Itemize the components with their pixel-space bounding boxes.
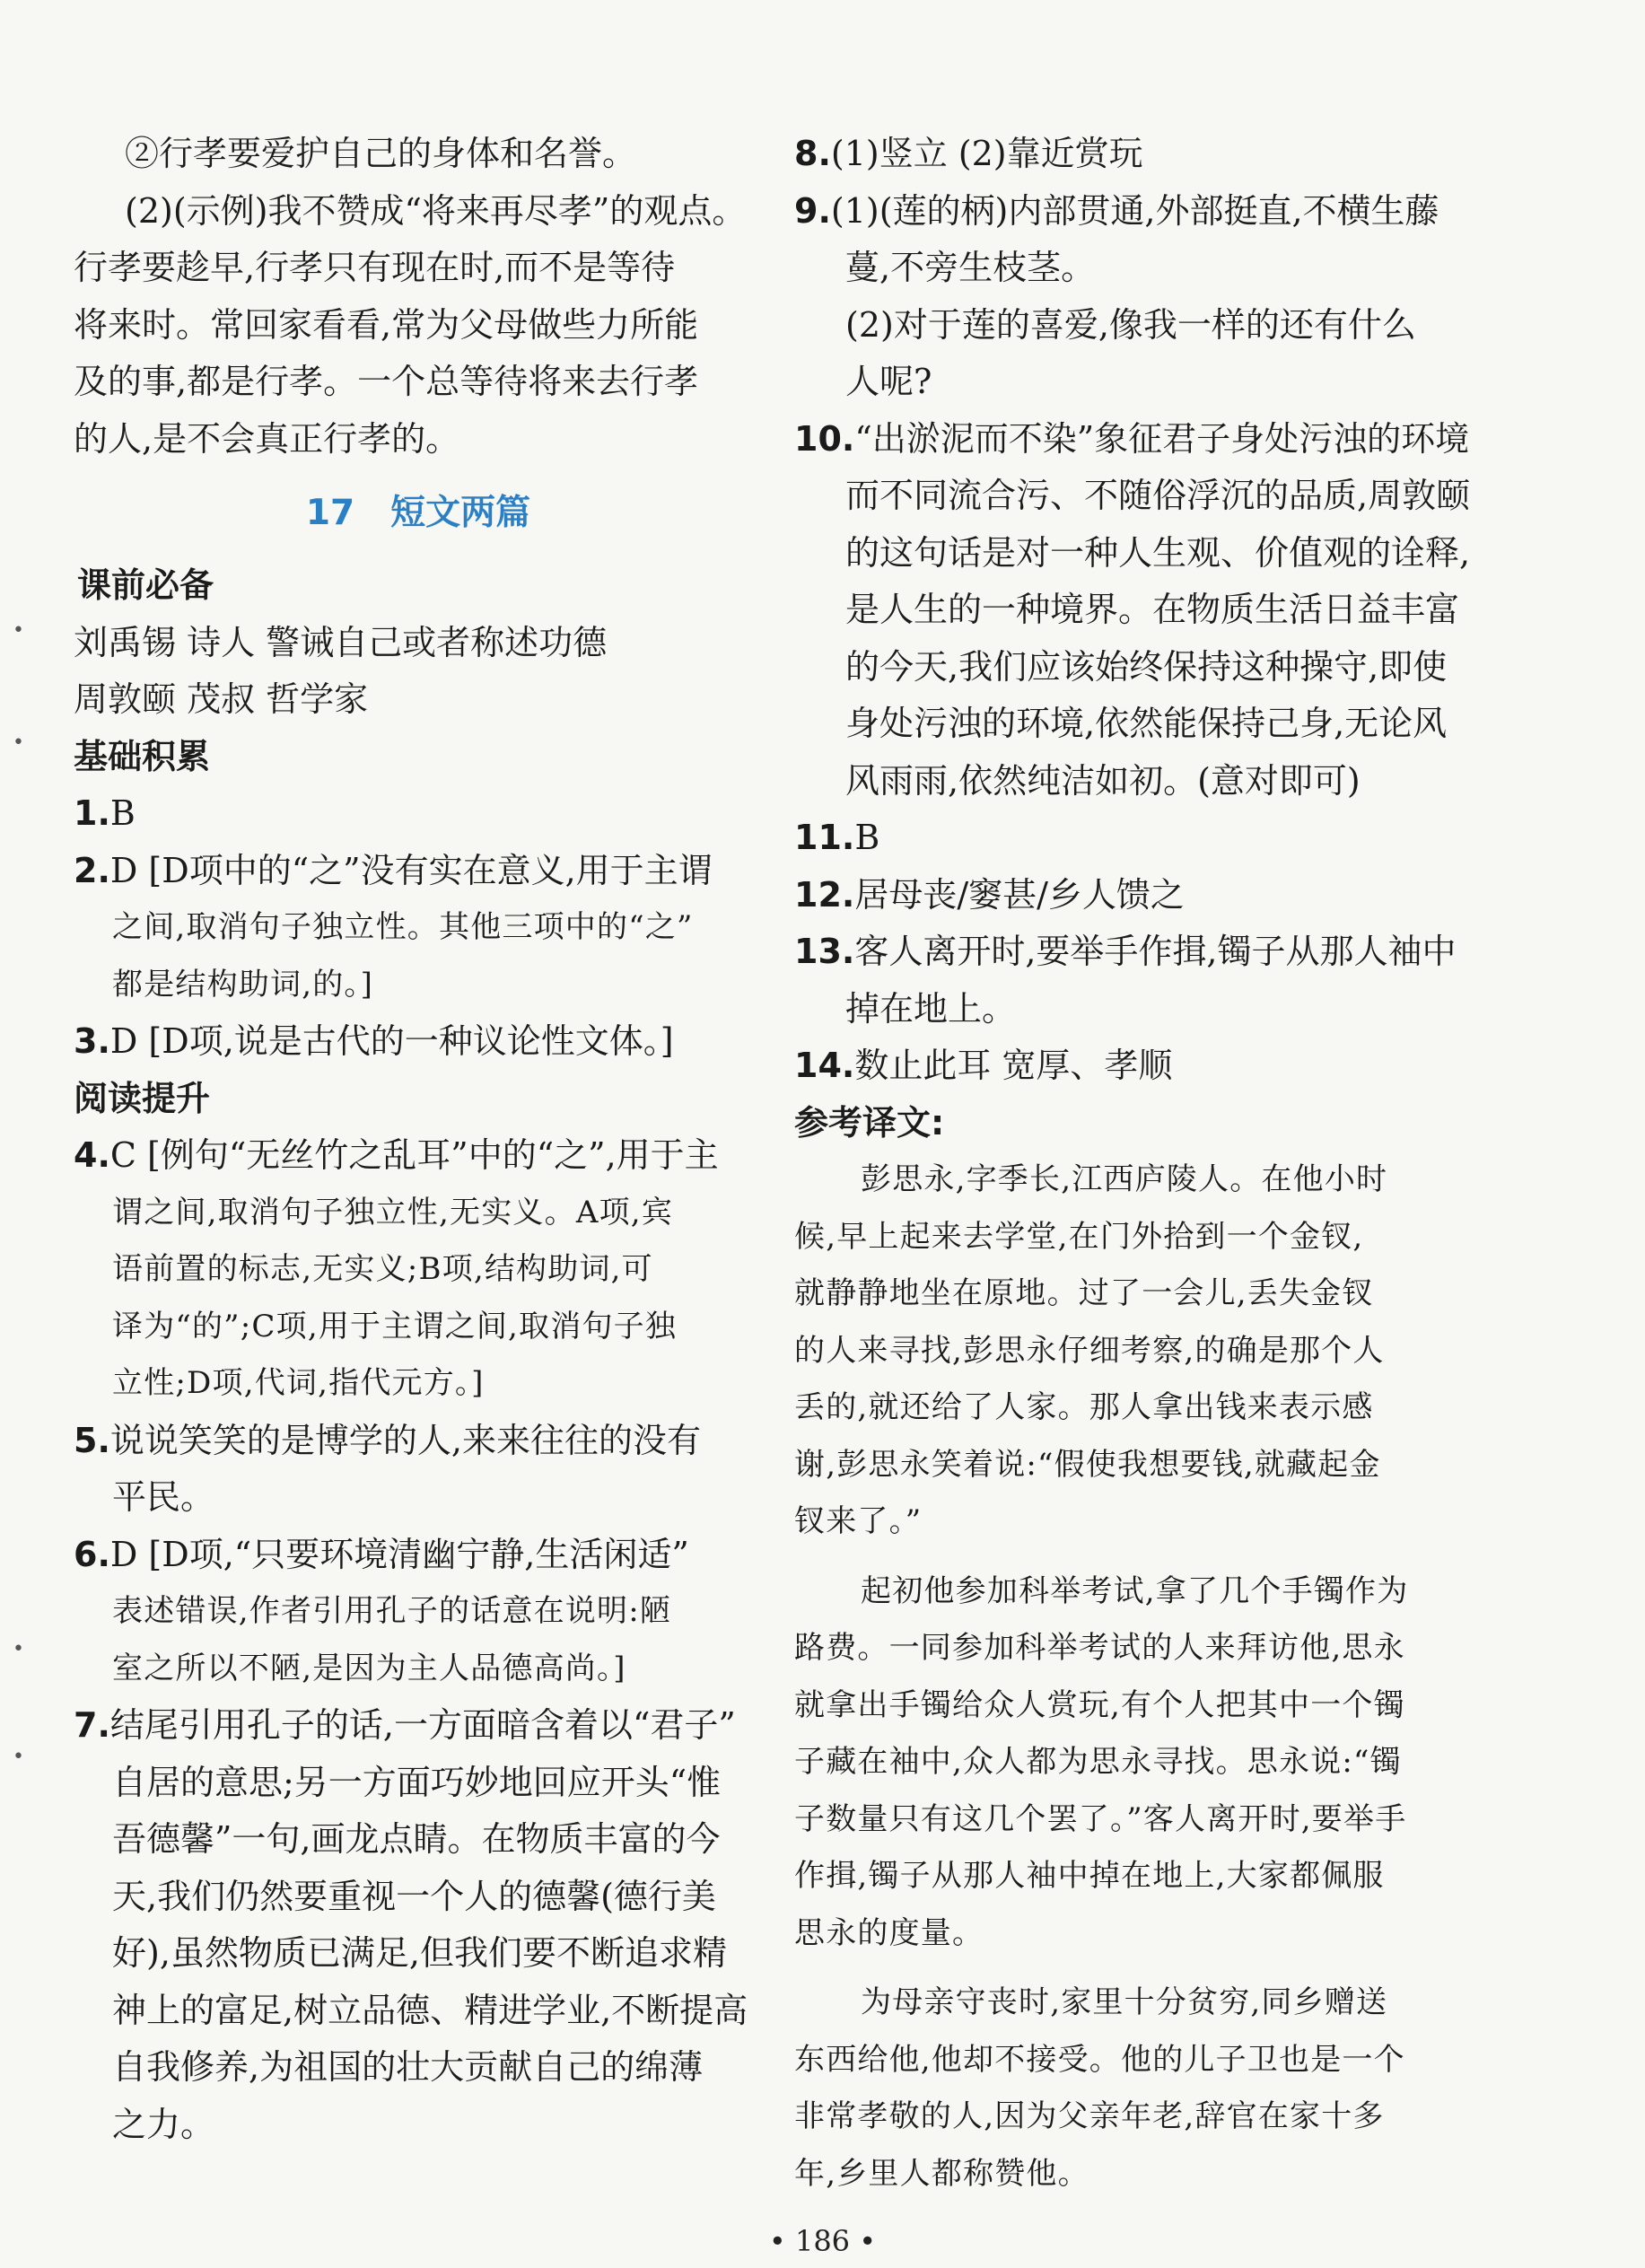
answer-line: 自居的意思;另一方面巧妙地回应开头“惟 — [112, 1762, 722, 1802]
section-number: 17 — [305, 493, 355, 533]
answer-line: 的这句话是对一种人生观、价值观的诠释, — [845, 532, 1471, 573]
margin-dot: • — [13, 1746, 24, 1768]
translation-line: 路费。一同参加科举考试的人来拜访他,思永 — [794, 1630, 1405, 1666]
item-number: 4. — [74, 1135, 110, 1175]
translation-line: 年,乡里人都称赞他。 — [794, 2155, 1089, 2192]
item-number: 6. — [74, 1534, 110, 1574]
answer-line: D [D项中的“之”没有实在意义,用于主谓 — [109, 850, 713, 890]
answer-line: 而不同流合污、不随俗浮沉的品质,周敦颐 — [845, 476, 1471, 515]
translation-line: 思永的度量。 — [794, 1914, 984, 1951]
translation-line: 就拿出手镯给众人赏玩,有个人把其中一个镯 — [794, 1686, 1405, 1723]
item-number: 10. — [794, 418, 855, 459]
answer-line: 谓之间,取消句子独立性,无实义。A项,宾 — [112, 1194, 673, 1230]
right-column — [794, 126, 1485, 2202]
intro-line: 的人,是不会真正行孝的。 — [74, 418, 460, 459]
answer-line: 身处污浊的环境,依然能保持己身,无论风 — [845, 704, 1448, 743]
item-number: 12. — [794, 874, 855, 915]
before-line: 周敦颐 茂叔 哲学家 — [74, 679, 369, 719]
margin-dot: • — [13, 731, 24, 754]
answer-line: “出淤泥而不染”象征君子身处污浊的环境 — [854, 418, 1470, 459]
margin-dot: • — [13, 619, 24, 642]
translation-line: 谢,彭思永笑着说:“假使我想要钱,就藏起金 — [794, 1446, 1381, 1483]
answer-line: 掉在地上。 — [845, 988, 1017, 1029]
answer-line: 都是结构助词,的。] — [112, 966, 374, 1003]
translation-line: 丢的,就还给了人家。那人拿出钱来表示感 — [794, 1389, 1374, 1425]
translation-line: 起初他参加科举考试,拿了几个手镯作为 — [861, 1572, 1409, 1609]
answer-line: 神上的富足,树立品德、精进学业,不断提高 — [112, 1990, 748, 2030]
answer-line: 居母丧/窭甚/乡人馈之 — [854, 874, 1185, 915]
answer-line: D [D项,说是古代的一种议论性文体。] — [109, 1021, 674, 1061]
translation-line: 为母亲守丧时,家里十分贫穷,同乡赠送 — [861, 1984, 1388, 2020]
answer-line: 人呢? — [845, 362, 932, 401]
intro-line: 行孝要趁早,行孝只有现在时,而不是等待 — [74, 248, 676, 287]
answer-line: 是人生的一种境界。在物质生活日益丰富 — [845, 590, 1460, 629]
answer-line: B — [854, 818, 880, 857]
answer-line: D [D项,“只要环境清幽宁静,生活闲适” — [109, 1534, 689, 1574]
item-number: 5. — [74, 1420, 110, 1460]
intro-line: (2)(示例)我不赞成“将来再尽孝”的观点。 — [125, 190, 747, 231]
translation-line: 钗来了。” — [794, 1503, 923, 1539]
answer-line: 平民。 — [112, 1477, 215, 1517]
margin-dot: • — [13, 1638, 24, 1660]
item-number: 13. — [794, 932, 855, 971]
answer-line: 之间,取消句子独立性。其他三项中的“之” — [112, 909, 694, 945]
answer-line: 数止此耳 宽厚、孝顺 — [854, 1046, 1173, 1085]
item-number: 11. — [794, 818, 855, 857]
item-number: 8. — [794, 134, 831, 173]
answer-line: 说说笑笑的是博学的人,来来往往的没有 — [109, 1420, 701, 1460]
intro-line: ②行孝要爱护自己的身体和名誉。 — [125, 134, 637, 173]
answer-line: 室之所以不陋,是因为主人品德高尚。] — [112, 1650, 626, 1686]
section-title-text: 短文两篇 — [390, 493, 531, 533]
item-number: 9. — [794, 190, 831, 231]
answer-line: 表述错误,作者引用孔子的话意在说明:陋 — [112, 1593, 672, 1629]
answer-line: 自我修养,为祖国的壮大贡献自己的绵薄 — [112, 2047, 704, 2087]
answer-line: C [例句“无丝竹之乱耳”中的“之”,用于主 — [109, 1135, 719, 1175]
answer-line: (1)竖立 (2)靠近赏玩 — [830, 134, 1143, 173]
answer-line: (1)(莲的柄)内部贯通,外部挺直,不横生藤 — [830, 190, 1439, 231]
before-line: 刘禹锡 诗人 警诫自己或者称述功德 — [74, 622, 608, 662]
intro-line: 将来时。常回家看看,常为父母做些力所能 — [74, 304, 699, 345]
heading-basic: 基础积累 — [74, 736, 211, 776]
heading-translation: 参考译文: — [794, 1102, 945, 1143]
item-number: 1. — [74, 793, 110, 833]
answer-line: 吾德馨”一句,画龙点睛。在物质丰富的今 — [112, 1819, 721, 1859]
translation-line: 作揖,镯子从那人袖中掉在地上,大家都佩服 — [794, 1858, 1385, 1894]
answer-line: 天,我们仍然要重视一个人的德馨(德行美 — [112, 1876, 716, 1916]
item-number: 3. — [74, 1021, 110, 1061]
translation-line: 子藏在袖中,众人都为思永寻找。思永说:“镯 — [794, 1744, 1402, 1780]
answer-line: 立性;D项,代词,指代元方。] — [112, 1365, 485, 1401]
answer-line: 好),虽然物质已满足,但我们要不断追求精 — [112, 1933, 727, 1973]
translation-line: 彭思永,字季长,江西庐陵人。在他小时 — [861, 1161, 1388, 1197]
answer-line: 结尾引用孔子的话,一方面暗含着以“君子” — [109, 1705, 736, 1745]
answer-line: B — [109, 793, 136, 833]
item-number: 14. — [794, 1046, 855, 1085]
answer-line: 译为“的”;C项,用于主谓之间,取消句子独 — [112, 1308, 678, 1344]
left-column — [74, 126, 763, 2153]
translation-line: 子数量只有这几个罢了。”客人离开时,要举手 — [794, 1800, 1407, 1837]
answer-line: 客人离开时,要举手作揖,镯子从那人袖中 — [854, 932, 1457, 971]
item-number: 2. — [74, 850, 110, 890]
heading-reading: 阅读提升 — [74, 1078, 211, 1118]
translation-line: 东西给他,他却不接受。他的儿子卫也是一个 — [794, 2041, 1405, 2078]
translation-line: 候,早上起来去学堂,在门外拾到一个金钗, — [794, 1218, 1364, 1255]
answer-line: (2)对于莲的喜爱,像我一样的还有什么 — [845, 304, 1416, 345]
answer-line: 之力。 — [112, 2104, 215, 2144]
translation-line: 的人来寻找,彭思永仔细考察,的确是那个人 — [794, 1332, 1385, 1369]
answer-line: 风雨雨,依然纯洁如初。(意对即可) — [845, 760, 1361, 801]
answer-line: 的今天,我们应该始终保持这种操守,即使 — [845, 646, 1448, 687]
answer-line: 蔓,不旁生枝茎。 — [845, 248, 1096, 287]
translation-line: 非常孝敬的人,因为父亲年老,辞官在家十多 — [794, 2098, 1385, 2134]
item-number: 7. — [74, 1705, 110, 1745]
translation-line: 就静静地坐在原地。过了一会儿,丢失金钗 — [794, 1275, 1374, 1311]
heading-before-class: 课前必备 — [77, 565, 214, 605]
intro-line: 及的事,都是行孝。一个总等待将来去行孝 — [74, 362, 699, 401]
section-title — [74, 468, 763, 557]
answer-line: 语前置的标志,无实义;B项,结构助词,可 — [112, 1251, 653, 1287]
page-number: • 186 • — [768, 2224, 877, 2258]
